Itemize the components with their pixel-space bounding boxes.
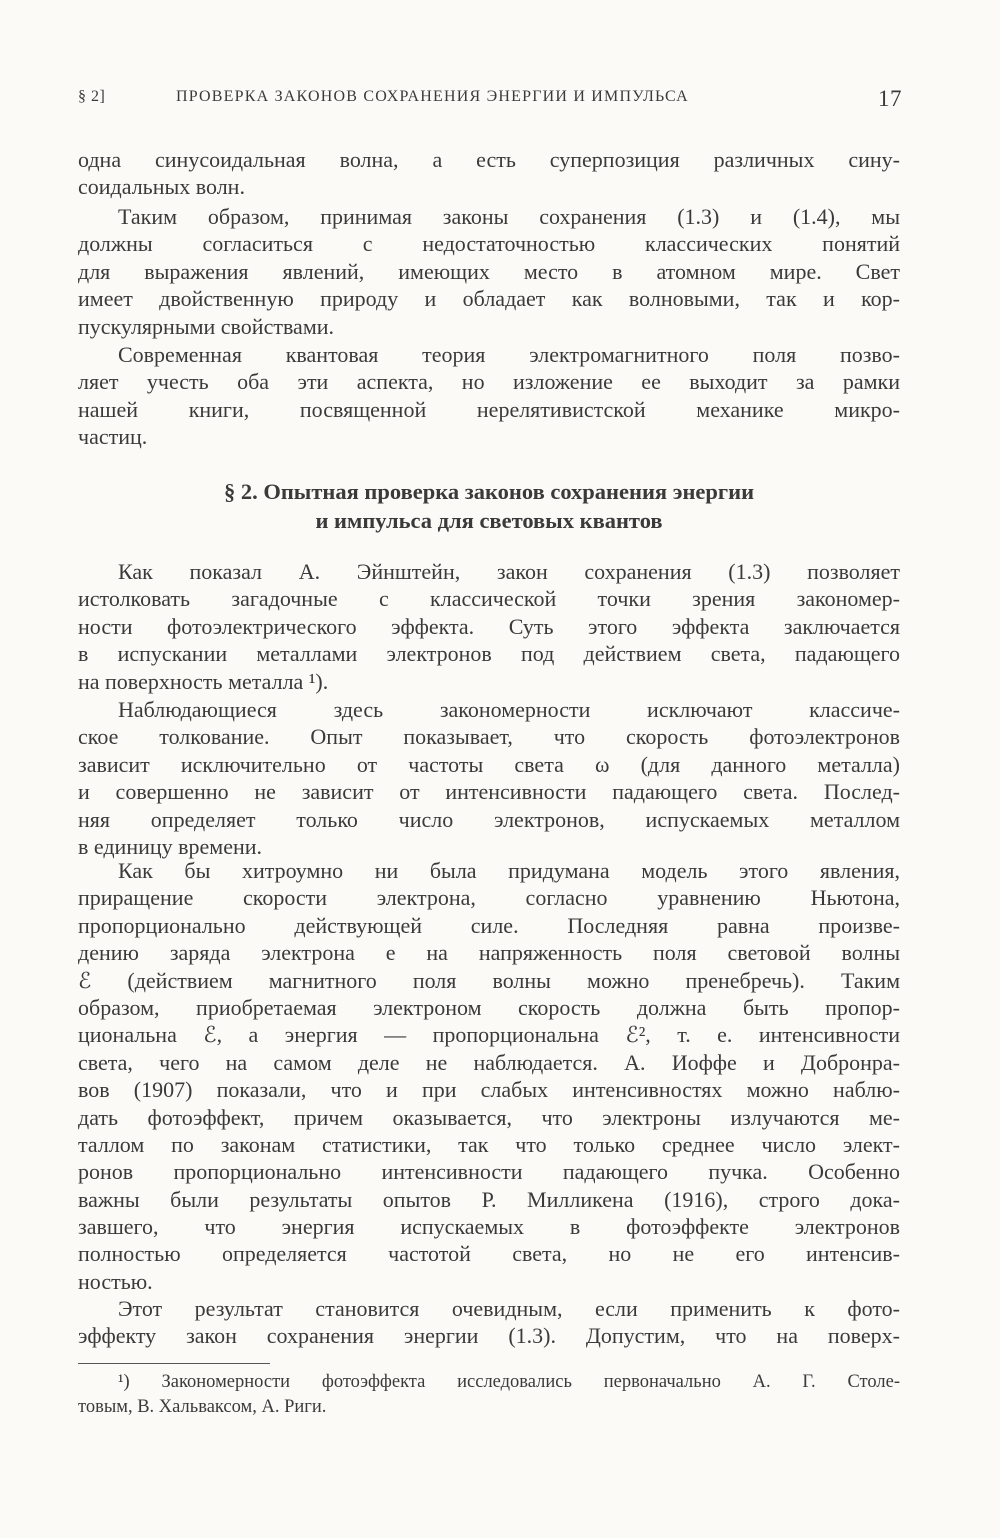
paragraph xyxy=(78,341,900,451)
text-line: циональна ℰ, а энергия — пропорциональна ℰ², т. е. интенсивности xyxy=(78,1022,900,1048)
text-line: зависит исключительно от частоты света ω (для данного металла) xyxy=(78,751,900,777)
text-line: Современная квантовая теория электромагнитного поля позво- xyxy=(118,342,900,367)
text-line: в испускании металлами электронов под действием света, падающего xyxy=(78,641,900,667)
paragraph xyxy=(78,696,900,860)
text-line: таллом по законам статистики, так что только среднее число элект- xyxy=(78,1131,900,1157)
text-line: соидальных волн. xyxy=(78,174,245,200)
text-line: и совершенно не зависит от интенсивности падающего света. Послед- xyxy=(78,779,900,805)
text-line: на поверхность металла ¹). xyxy=(78,668,329,694)
text-line: истолковать загадочные с классической точки зрения закономер- xyxy=(78,586,900,612)
paragraph xyxy=(78,1295,900,1350)
text-line: ностью. xyxy=(78,1268,153,1294)
text-line: полностью определяется частотой света, но не его интенсив- xyxy=(78,1241,900,1267)
text-line: ¹) Закономерности фотоэффекта исследовались первоначально А. Г. Столе- xyxy=(118,1372,900,1392)
text-line: нашей книги, посвященной нерелятивистской механике микро- xyxy=(78,396,900,422)
text-line: пропорционально действующей силе. Последняя равна произве- xyxy=(78,912,900,938)
text-line: вов (1907) показали, что и при слабых интенсивностях можно наблю- xyxy=(78,1077,900,1103)
text-line: ности фотоэлектрического эффекта. Суть этого эффекта заключается xyxy=(78,613,900,639)
text-line: товым, В. Хальваксом, А. Риги. xyxy=(78,1397,327,1417)
text-line: ронов пропорционально интенсивности падающего пучка. Особенно xyxy=(78,1159,900,1185)
text-line: одна синусоидальная волна, а есть суперпозиция различных сину- xyxy=(78,147,900,172)
section-heading xyxy=(78,477,900,535)
text-line: в единицу времени. xyxy=(78,833,263,859)
text-line: ℰ (действием магнитного поля волны можно пренебречь). Таким xyxy=(78,967,900,993)
text-line: Как показал А. Эйнштейн, закон сохранения (1.3) позволяет xyxy=(118,559,900,584)
text-line: частиц. xyxy=(78,424,148,450)
text-line: важны были результаты опытов Р. Милликена (1916), строго дока- xyxy=(78,1186,900,1212)
text-line: должны согласиться с недостаточностью классических понятий xyxy=(78,231,900,257)
text-line: ляет учесть оба эти аспекта, но изложение ее выходит за рамки xyxy=(78,369,900,395)
section-heading-line: и импульса для световых квантов xyxy=(315,508,663,533)
text-line: ское толкование. Опыт показывает, что скорость фотоэлектронов xyxy=(78,724,900,750)
text-line: Этот результат становится очевидным, если применить к фото- xyxy=(118,1296,900,1321)
text-line: дать фотоэффект, причем оказывается, что электроны излучаются ме- xyxy=(78,1104,900,1130)
text-line: приращение скорости электрона, согласно уравнению Ньютона, xyxy=(78,885,900,911)
text-line: Таким образом, принимая законы сохранения (1.3) и (1.4), мы xyxy=(118,204,900,229)
section-heading-line: § 2. Опытная проверка законов сохранения энергии xyxy=(223,479,755,504)
text-line: имеет двойственную природу и обладает как волновыми, так и кор- xyxy=(78,286,900,312)
text-line: эффекту закон сохранения энергии (1.3). Допустим, что на поверх- xyxy=(78,1323,900,1349)
footnote xyxy=(78,1370,900,1420)
text-line: няя определяет только число электронов, испускаемых металлом xyxy=(78,806,900,832)
paragraph xyxy=(78,857,900,1295)
paragraph xyxy=(78,203,900,340)
text-line: света, чего на самом деле не наблюдается. А. Иоффе и Добронра- xyxy=(78,1049,900,1075)
running-header-title: ПРОВЕРКА ЗАКОНОВ СОХРАНЕНИЯ ЭНЕРГИИ И ИМПУЛЬСА xyxy=(176,88,689,105)
paragraph xyxy=(78,558,900,695)
text-line: для выражения явлений, имеющих место в атомном мире. Свет xyxy=(78,258,900,284)
text-line: дению заряда электрона e на напряженность поля световой волны xyxy=(78,940,900,966)
paragraph xyxy=(78,146,900,201)
running-header-section: § 2] xyxy=(78,88,106,105)
text-line: образом, приобретаемая электроном скорость должна быть пропор- xyxy=(78,994,900,1020)
page-number: 17 xyxy=(878,86,902,111)
footnote-rule xyxy=(78,1363,270,1364)
text-line: Наблюдающиеся здесь закономерности исключают классиче- xyxy=(118,697,900,722)
text-line: завшего, что энергия испускаемых в фотоэффекте электронов xyxy=(78,1214,900,1240)
text-line: Как бы хитроумно ни была придумана модель этого явления, xyxy=(118,858,900,883)
text-line: пускулярными свойствами. xyxy=(78,313,335,339)
